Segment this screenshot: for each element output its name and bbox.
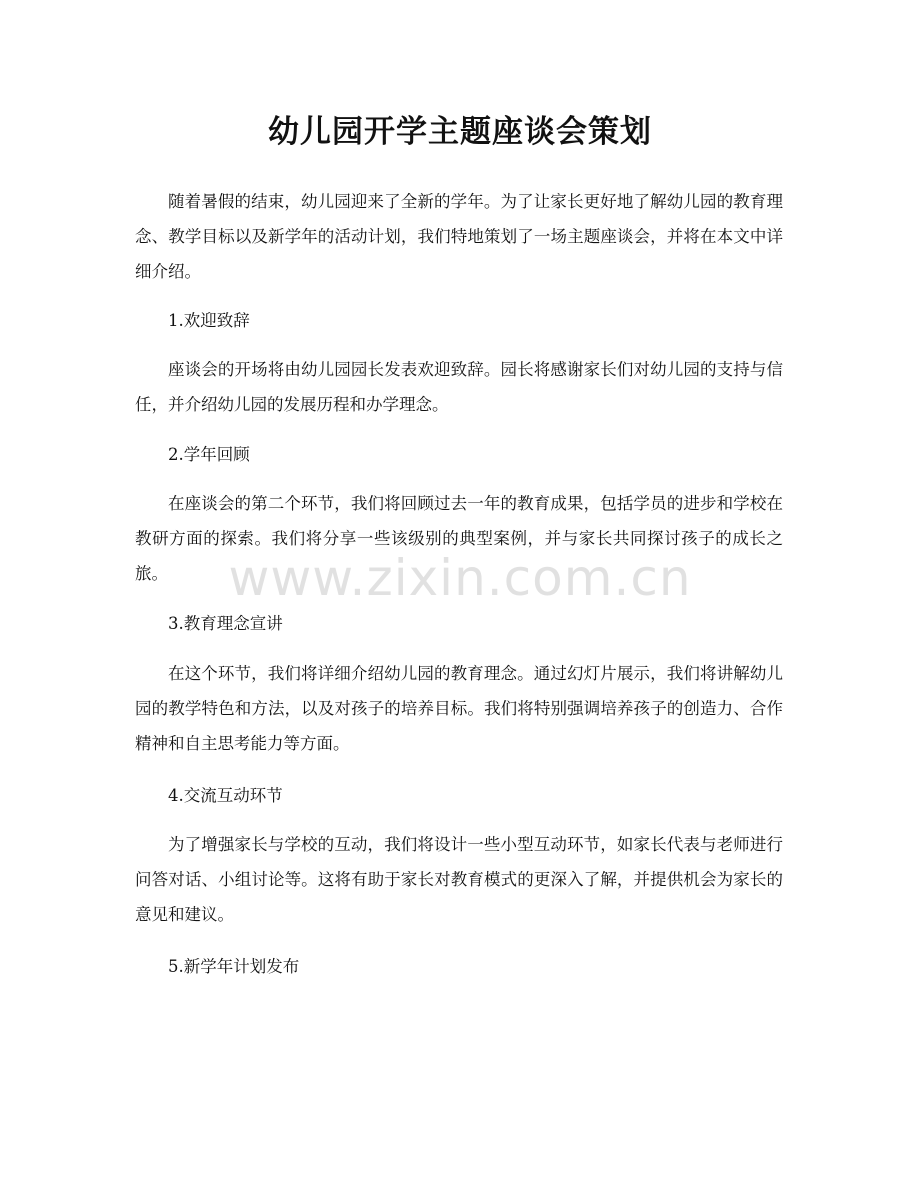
paragraph-text: 在这个环节，我们将详细介绍幼儿园的教育理念。通过幻灯片展示，我们将讲解幼儿园的教学特色和方法，以及对孩子的培养目标。我们将特别强调培养孩子的创造力、合作精神和自主思考能力等方面。 <box>135 664 783 753</box>
section-heading-1: 1.欢迎致辞 <box>168 311 250 330</box>
paragraph-text: 在座谈会的第二个环节，我们将回顾过去一年的教育成果，包括学员的进步和学校在教研方面的探索。我们将分享一些该级别的典型案例，并与家长共同探讨孩子的成长之旅。 <box>135 494 783 583</box>
section-heading-4: 4.交流互动环节 <box>168 786 283 805</box>
paragraph-text: 随着暑假的结束，幼儿园迎来了全新的学年。为了让家长更好地了解幼儿园的教育理念、教学目标以及新学年的活动计划，我们特地策划了一场主题座谈会，并将在本文中详细介绍。 <box>135 192 783 281</box>
section-body-3 <box>135 656 783 761</box>
document-title: 幼儿园开学主题座谈会策划 <box>268 114 652 150</box>
paragraph-text: 座谈会的开场将由幼儿园园长发表欢迎致辞。园长将感谢家长们对幼儿园的支持与信任，并介绍幼儿园的发展历程和办学理念。 <box>135 360 783 414</box>
watermark-text: www.zixin.com.cn <box>228 549 692 607</box>
section-heading-5: 5.新学年计划发布 <box>168 957 300 976</box>
intro-paragraph <box>135 184 783 289</box>
section-heading-3: 3.教育理念宣讲 <box>168 614 283 633</box>
paragraph-text: 为了增强家长与学校的互动，我们将设计一些小型互动环节，如家长代表与老师进行问答对话、小组讨论等。这将有助于家长对教育模式的更深入了解，并提供机会为家长的意见和建议。 <box>135 835 783 924</box>
section-heading-2: 2.学年回顾 <box>168 445 250 464</box>
section-body-4 <box>135 827 783 932</box>
section-body-1 <box>135 352 783 422</box>
section-body-2 <box>135 486 783 591</box>
